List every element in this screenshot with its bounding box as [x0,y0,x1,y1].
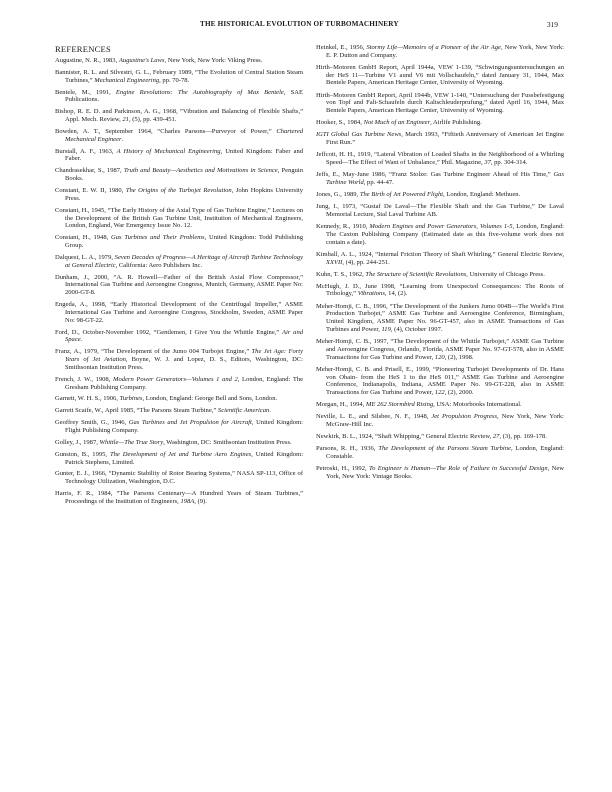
reference-entry [316,44,564,60]
reference-entry [55,376,303,392]
reference-italic: Scientific American [217,407,270,415]
reference-entry [55,148,303,164]
reference-italic: Jet Propulsion Progress [431,413,498,421]
section-title: REFERENCES [55,44,111,54]
reference-entry [55,451,303,467]
reference-entry [316,338,564,361]
reference-text: , Airlife Publishing. [430,119,482,127]
reference-italic: Truth and Beauty—Aesthetics and Motivations in Science [123,167,278,175]
reference-italic: To Engineer is Human—The Role of Failure in Successful Design [369,465,548,473]
reference-entry [55,69,303,85]
reference-entry [55,274,303,297]
reference-text: , United Kingdom: Patrick Stephens, Limited. [65,450,304,466]
reference-entry [55,89,303,105]
reference-italic: 120 [434,353,445,361]
reference-text: . [121,135,124,143]
reference-text: Hirth–Motoren GmbH Report, April 1944a, VEW 1-139, “Schwingungsuntersuchungen an der HeS 11—Turbine V1 aund V6 mit Vollschaufeln,” dated January 31, 1944, Max Bentele Papers, American Heritage Center, University of Wyoming. [316,63,564,87]
reference-italic: 27 [492,433,500,441]
reference-text: , (4), pp. 244-251. [342,258,390,266]
reference-italic: Seven Decades of Progress—A Heritage of Aircraft Turbine Technology at General Electric [65,253,303,269]
reference-text: Franz, A., 1979, “The Development of the Jumo 004 Turbojet Engine,” [55,348,252,356]
reference-text: , (3), pp. 169-178. [499,433,547,441]
reference-italic: Modern Power Generators—Volumes 1 and 2 [112,375,238,383]
reference-text: , 14, (2). [384,290,408,298]
reference-entry [55,470,303,486]
reference-entry [55,167,303,183]
reference-text: Garnett, W. H. S., 1906, [55,395,120,403]
reference-text: Kennedy, R., 1910, [316,223,370,231]
reference-text: Morgan, H., 1994, [316,401,366,409]
reference-entry [316,191,564,199]
reference-text: French, J. W., 1908, [55,375,113,383]
reference-text: Ford, D., October-November 1992, “Gentlemen, I Give You the Whittle Engine,” [55,328,283,336]
reference-italic: 21 [122,116,129,124]
reference-entry [316,119,564,127]
reference-italic: Gas Turbines and Jet Propulsion for Aircraft [128,419,252,427]
page-number: 319 [546,20,558,29]
reference-text: , March 1993, “Fiftieth Anniversary of American Jet Engine First Run.” [326,131,564,147]
reference-italic: Vibrations [357,290,385,298]
reference-text: Meher-Homji, C. B. and Prisell, E., 1999, “Pioneering Turbojet Developments of Dr. Hans von Ohain- from the HeS 1 to the HeS 011,” ASME Gas Turbine and Aeroengine Conference, Indianapolis, Indiana, ASME Paper No. 99-GT-228, also in ASME Transactions for Gas Turbine and Power, [316,365,564,397]
reference-italic: The Development of the Parsons Steam Turbine [378,445,511,453]
reference-text: Geoffrey Smith, G., 1946, [55,419,129,427]
reference-entry [316,151,564,167]
reference-entry [55,207,303,230]
reference-text: Gunston, B., 1995, [55,450,110,458]
running-title: THE HISTORICAL EVOLUTION OF TURBOMACHINERY [200,20,399,28]
reference-text: , (5), pp. 439-451. [128,116,177,124]
reference-entry [316,401,564,409]
reference-entry [55,419,303,435]
reference-text: Jones, G., 1989, [316,191,360,199]
reference-text: Newkirk, B. L., 1924, “Shaft Whipping,” General Electric Review, [316,433,493,441]
reference-entry [55,439,303,447]
reference-entry [316,171,564,187]
reference-entry [316,223,564,246]
reference-entry [55,490,303,506]
reference-entry [55,329,303,345]
reference-entry [316,465,564,481]
reference-text: , United Kingdom: Flight Publishing Company. [65,419,303,434]
reference-text: Dunham, J., 2000, “A. R. Howell—Father of the British Axial Flow Compressor,” International Gas Turbine and Aeroengine Congress, Munich, Germany, ASME Paper No: 2000-GT-8. [55,273,303,297]
reference-text: Kimball, A. L., 1924, “Internal Friction Theory of Shaft Whirling,” General Electric Review, [316,250,564,258]
reference-entry [55,187,303,203]
reference-italic: Engine Revolutions: The Autobiography of Max Bentele [115,88,284,96]
reference-text: Jung, I., 1973, “Gustaf De Laval—The Flexible Shaft and the Gas Turbine,” De Laval Memorial Lecture, Stal Laval Turbine AB. [316,203,564,218]
reference-italic: The Development of Jet and Turbine Aero Engines [109,450,252,458]
reference-italic: A History of Mechanical Engineering [116,147,221,155]
reference-italic: Stormy Life—Memoirs of a Pioneer of the Air Age [366,44,501,51]
reference-text: , (2), 2000. [444,389,474,397]
reference-text: Gunter, E. J., 1966, “Dynamic Stability of Rotor Bearing Systems,” NASA SP-113, Office of Technology Utilization, Washington, D.C. [55,470,303,486]
reference-italic: 122 [434,389,445,397]
reference-text: , pp. 304-314. [490,159,528,167]
reference-italic: The Origins of the Turbojet Revolution [125,187,232,195]
reference-italic: Mechanical Engineering [94,76,160,84]
reference-italic: ME 262 Stormbird Rising [365,401,434,409]
reference-entry [316,445,564,461]
reference-entry [55,407,303,415]
reference-entry [316,413,564,429]
reference-text: Heinkel, E., 1956, [316,44,367,51]
reference-text: , (2), 1998. [444,353,474,361]
reference-text: , New York, New York: McGraw-Hill Inc. [326,413,564,429]
reference-text: , London, England: Methuen. [443,191,521,199]
reference-text: Garrett Scaife, W., April 1985, “The Parsons Steam Turbine,” [55,407,218,415]
reference-text: , USA: Motorbooks International. [433,401,522,409]
reference-text: Kuhn, T. S., 1962, [316,270,366,278]
reference-text: Dalquest, L. A., 1979, [55,253,115,261]
reference-text: Constant, H., 1945, “The Early History of the Axial Type of Gas Turbine Engine,” Lectures on the Development of the British Gas Turbine Unit, Institution of Mechanical Engineers, London, England, War Emergency Issue No. 12. [55,206,303,230]
reference-text: Meher-Homji, C. B., 1996, “The Development of the Junkers Jumo 004B—The World's First Production Turbojet,” ASME Gas Turbine and Aeroengine Conference, Birmingham, United Kingdom, ASME Paper No. 96-GT-457, also in ASME Transactions of Gas Turbines and Power, [316,302,564,333]
reference-italic: The Birth of Jet Powered Flight [359,191,444,199]
reference-text: Constant, H., 1948, [55,234,112,242]
reference-italic: Whittle—The True Story [99,438,164,446]
reference-italic: Air and Space [65,328,303,344]
reference-entry [55,395,303,403]
reference-text: , pp. 44-47. [363,178,394,186]
reference-italic: Chartered Mechanical Engineer [65,127,303,143]
reference-italic: The Structure of Scientific Revolutions [365,270,467,278]
reference-entry [55,108,303,124]
reference-italic: Augustine's Laws [118,57,165,64]
reference-entry [55,254,303,270]
reference-text: , United Kingdom: Faber and Faber. [65,147,303,163]
reference-italic: 37 [484,159,491,167]
reference-text: Neville, L. E., and Silsbee, N. F., 1948, [316,413,432,421]
reference-text: Chandrasekhar, S., 1987, [55,167,124,175]
reference-italic: The Jet Age: Forty Years of Jet Aviation [65,348,303,364]
reference-italic: Not Much of an Engineer [363,119,431,127]
reference-text: , New York, New York: Viking Press. [164,57,263,64]
reference-text: Burstall, A. F., 1963, [55,147,117,155]
reference-italic: Gas Turbine World [326,171,564,186]
reference-entry [316,303,564,334]
reference-text: Bowden, A. T., September 1964, “Charles Parsons—Purveyor of Power,” [55,127,277,135]
reference-text: Hirth–Motoren GmbH Report, April 1944b, VEW 1-140, “Untersuchung der Fussbefestigung von Topf and Falt-Schaufeln durch Kaltschleuderprufung,” dated April 16, 1944, Max Bentele Papers, American Heritage Center, University of Wyoming. [316,91,564,115]
reference-italic: IGTI Global Gas Turbine News [316,131,402,139]
reference-text: Bentele, M., 1991, [55,88,116,96]
reference-text: Jeffcott, H. H., 1919, “Lateral Vibration of Loaded Shafts in the Neighborhood of a Whirling Speed—The Effect of Want of Unbalance,” Phil. Magazine, [316,151,564,167]
reference-text: , California: Aero Publishers Inc. [115,261,203,269]
reference-text: Augustine, N. R., 1983, [55,57,119,64]
reference-list-left [55,57,303,506]
reference-text: , London, England: George Bell and Sons, London. [142,395,278,403]
reference-text: Parsons, R. H., 1936, [316,445,379,453]
reference-text: , Penguin Books. [65,167,304,183]
reference-entry [316,92,564,115]
reference-text: Hooker, S., 1984, [316,119,364,127]
reference-text: Jeffs, E., May-June 1986, “Franz Stolze: Gas Turbine Engineer Ahead of His Time,” [316,171,554,179]
reference-text: Harris, F. R., 1984, “The Parsons Centenary—A Hundred Years of Steam Turbines,” Proceedings of the Institution of Engineers, [55,490,303,505]
reference-entry [55,57,303,65]
reference-text: , Washington, DC: Smithsonian Institution Press. [163,438,292,446]
reference-text: , (9). [194,497,207,505]
reference-text: , London, England: The Caxton Publishing Company (Estimated date as this five-volume work does not contain a date). [326,223,564,246]
reference-text: Bannister, R. L. and Silvestri, G. L., February 1989, “The Evolution of Central Station Steam Turbines,” [55,68,303,84]
reference-entry [316,64,564,87]
reference-text: McHugh, J. D., June 1998, “Learning from Unexpected Consequences: The Roots of Tribology,” [316,282,564,298]
reference-text: Golley, J., 1987, [55,438,100,446]
reference-italic: Modern Engines and Power Generators, Volumes 1-5 [369,223,513,231]
reference-text: , United Kingdom: Todd Publishing Group. [65,234,304,249]
reference-text: Meher-Homji, C. B., 1997, “The Development of the Whittle Turbojet,” ASME Gas Turbine and Aeroengine Congress, Orlando, Florida, ASME Paper No. 97-GT-578, also in ASME Transactions for Gas Turbine and Power, [316,338,564,361]
reference-entry [55,348,303,371]
reference-entry [316,271,564,279]
reference-text: , New York, New York: E. P. Dutton and Company. [326,44,564,59]
reference-text: , London, England: Constable. [326,445,564,461]
reference-entry [316,366,564,397]
reference-italic: 198A [180,497,195,505]
reference-text: , New York, New York: Vintage Books. [326,465,564,480]
reference-italic: 119 [381,325,391,333]
reference-italic: XXVII [326,258,343,266]
right-column [316,44,564,485]
left-column [55,44,303,510]
reference-text: , Boyne, W. J. and Lopez, D. S., Editors, Washington, DC: Smithsonian Institution Press. [65,356,303,371]
reference-entry [316,433,564,441]
running-header [55,20,558,32]
reference-entry [55,234,303,250]
reference-italic: Turbines [119,395,143,403]
reference-text: . [80,336,83,344]
reference-text: , SAE Publications. [65,88,303,104]
reference-text: , London, England: The Gresham Publishing Company. [65,375,304,391]
reference-italic: Gas Turbines and Their Problems [111,234,205,242]
reference-entry [316,251,564,267]
reference-text: Bishop, R. E. D. and Parkinson, A. G., 1968, “Vibration and Balancing of Flexible Shafts,” Appl. Mech. Review, [55,108,303,124]
reference-text: . [269,407,271,415]
reference-text: Constant, E. W. II, 1980, [55,187,126,195]
reference-list-right [316,44,564,481]
reference-text: , (4), October 1997. [390,325,443,333]
reference-text: Petroski, H., 1992, [316,465,370,473]
reference-text: , John Hopkins University Press. [65,187,304,202]
reference-entry [316,203,564,219]
reference-entry [316,131,564,147]
reference-entry [316,283,564,299]
reference-text: , University of Chicago Press. [466,270,545,278]
reference-entry [55,128,303,144]
reference-text: Engeda, A., 1998, “Early Historical Development of the Centrifugal Impeller,” ASME International Gas Turbine and Aeroengine Congress, Stockholm, Sweden, ASME Paper No: 98-GT-22. [55,301,303,324]
reference-text: , pp. 70-78. [159,76,190,84]
reference-entry [55,301,303,324]
